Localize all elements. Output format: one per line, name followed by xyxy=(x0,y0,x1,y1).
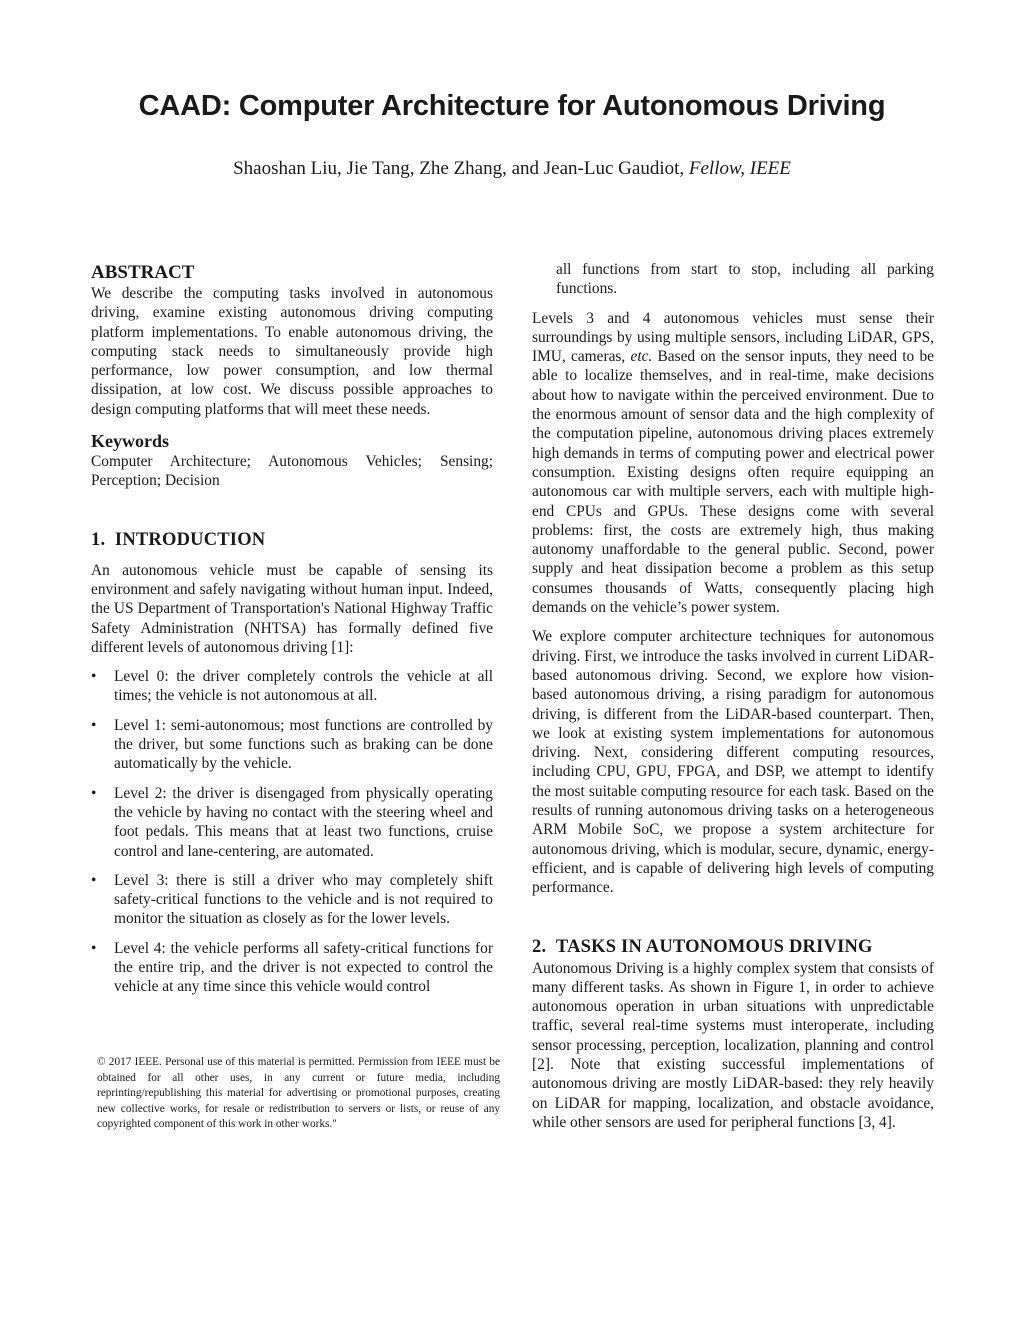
paper-title: CAAD: Computer Architecture for Autonomous Driving xyxy=(138,90,886,122)
etc-abbreviation: etc. xyxy=(630,348,653,366)
abstract-heading: ABSTRACT xyxy=(91,262,195,283)
intro-paragraph-3: We explore computer architecture techniques for autonomous driving. First, we introduce the tasks involved in current LiDAR-based autonomous driving. Second, we explore how vision-based autonomous driving, a rising paradigm for autonomous driving, is different from the LiDAR-based counterpart. Then, we look at existing system implementations for autonomous driving. Next, considering different computing resources, including CPU, GPU, FPGA, and DSP, we attempt to identify the most suitable computing resource for each task. Based on the results of running autonomous driving tasks on a heterogeneous ARM Mobile SoC, we propose a system architecture for autonomous driving, which is modular, secure, dynamic, energy-efficient, and is capable of delivering high levels of computing performance. xyxy=(532,628,934,897)
level-1-text: Level 1: semi-autonomous; most functions are controlled by the driver, but some functions such as braking can be done automatically by the vehicle. xyxy=(114,716,493,773)
author-list xyxy=(0,158,1024,180)
level-3-text: Level 3: there is still a driver who may completely shift safety-critical functions to the vehicle and is not required to monitor the situation as closely as for the lower levels. xyxy=(114,871,493,928)
bullet-icon: • xyxy=(91,939,97,957)
bullet-icon: • xyxy=(91,784,97,802)
intro-paragraph-2-end: Based on the sensor inputs, they need to be able to localize themselves, and in real-time, make decisions about how to navigate within the perceived environment. Due to the enormous amount of sensor data and the high complexity of the computation pipeline, autonomous driving places extremely high demands in terms of computing power and electrical power consumption. Existing designs often require equipping an autonomous car with multiple servers, each with multiple high-end CPUs and GPUs. These designs come with several problems: first, the costs are extremely high, thus making autonomy unaffordable to the general public. Second, power supply and heat dissipation become a problem as this setup consumes thousands of Watts, consequently placing high demands on the vehicle’s power system. xyxy=(532,348,934,617)
bullet-icon: • xyxy=(91,668,97,686)
copyright-notice: © 2017 IEEE. Personal use of this material is permitted. Permission from IEEE must be obtained for all other uses, in any current or future media, including reprinting/republishing this material for advertising or promotional purposes, creating new collective works, for resale or redistribution to servers or lists, or reuse of any copyrighted component of this work in other works." xyxy=(97,1056,500,1130)
list-item xyxy=(91,667,493,706)
bullet-icon: • xyxy=(91,716,97,734)
list-item xyxy=(91,939,493,997)
right-column xyxy=(532,260,934,1132)
keywords-text: Computer Architecture; Autonomous Vehicles; Sensing; Perception; Decision xyxy=(91,453,493,490)
intro-heading: 1. INTRODUCTION xyxy=(91,529,266,550)
level-4-continuation: all functions from start to stop, including all parking functions. xyxy=(556,261,934,298)
autonomy-level-list xyxy=(91,667,493,996)
tasks-heading: 2. TASKS IN AUTONOMOUS DRIVING xyxy=(532,936,873,957)
author-fellow-note: Fellow, IEEE xyxy=(688,158,791,179)
intro-paragraph-2 xyxy=(532,309,934,618)
tasks-paragraph-1: Autonomous Driving is a highly complex system that consists of many different tasks. As shown in Figure 1, in order to achieve autonomous operation in urban situations with unpredictable traffic, several real-time systems must interoperate, including sensor processing, perception, localization, planning and control [2]. Note that existing successful implementations of autonomous driving are mostly LiDAR-based: they rely heavily on LiDAR for mapping, localization, and obstacle avoidance, while other sensors are used for peripheral functions [3, 4]. xyxy=(532,959,934,1131)
left-column xyxy=(91,260,493,1007)
intro-paragraph-1: An autonomous vehicle must be capable of sensing its environment and safely navigating without human input. Indeed, the US Department of Transportation's National Highway Traffic Safety Administration (NHTSA) has formally defined five different levels of autonomous driving [1]: xyxy=(91,561,493,656)
list-item xyxy=(91,716,493,774)
bullet-icon: • xyxy=(91,871,97,889)
level-4-text: Level 4: the vehicle performs all safety-critical functions for the entire trip, and the driver is not expected to control the vehicle at any time since this vehicle would control xyxy=(114,939,493,996)
level-2-text: Level 2: the driver is disengaged from physically operating the vehicle by having no contact with the steering wheel and foot pedals. This means that at least two functions, cruise control and lane-centering, are automated. xyxy=(114,784,493,860)
level-0-text: Level 0: the driver completely controls the vehicle at all times; the vehicle is not autonomous at all. xyxy=(114,668,493,705)
keywords-heading: Keywords xyxy=(91,431,169,452)
list-item xyxy=(91,784,493,861)
list-item xyxy=(91,871,493,929)
intro-paragraph-2-start: Levels 3 and 4 autonomous vehicles must sense their surroundings by using multiple sensors, including LiDAR, GPS, IMU, cameras, xyxy=(532,309,934,366)
abstract-text: We describe the computing tasks involved in autonomous driving, examine existing autonomous driving computing platform implementations. To enable autonomous driving, the computing stack needs to simultaneously provide high performance, low power consumption, and low thermal dissipation, at low cost. We discuss possible approaches to design computing platforms that will meet these needs. xyxy=(91,285,493,418)
author-names: Shaoshan Liu, Jie Tang, Zhe Zhang, and Jean-Luc Gaudiot, xyxy=(233,158,689,179)
